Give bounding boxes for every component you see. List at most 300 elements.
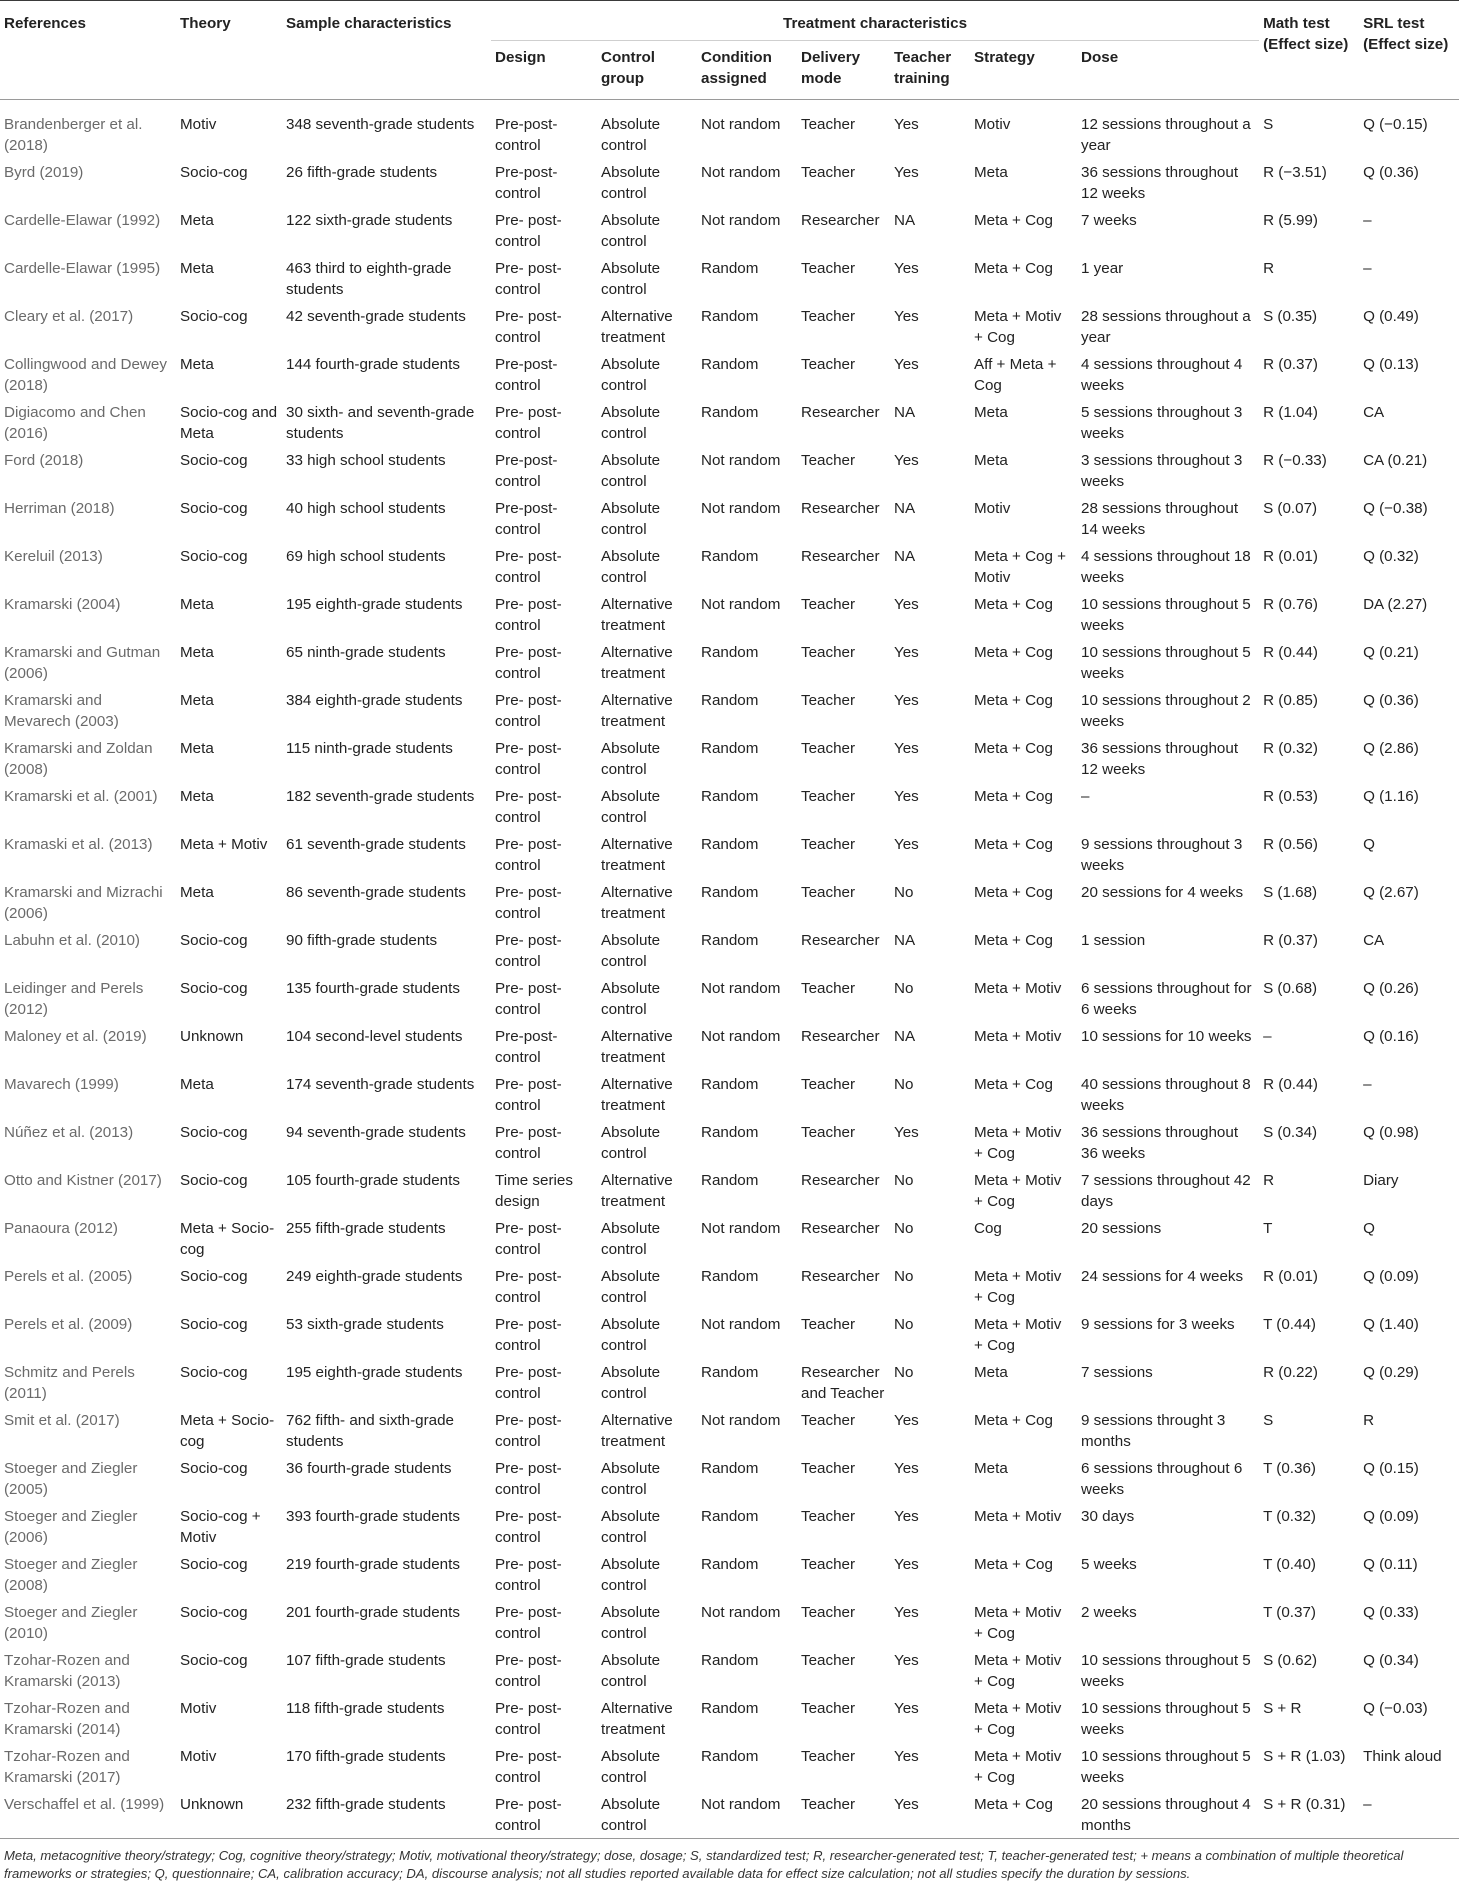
- condition-cell: Random: [701, 1556, 759, 1573]
- control-group-cell: Absolute control: [601, 1604, 661, 1642]
- delivery-mode-cell: Teacher: [801, 1124, 856, 1141]
- math-test-cell: R (0.37): [1263, 356, 1318, 373]
- reference-cell: Tzohar-Rozen and Kramarski (2013): [4, 1652, 130, 1690]
- srl-test-cell: Q (0.29): [1363, 1364, 1419, 1381]
- reference-cell: Leidinger and Perels (2012): [4, 980, 144, 1018]
- condition-cell: Random: [701, 1172, 759, 1189]
- sample-cell: 115 ninth-grade students: [286, 740, 453, 757]
- sample-cell: 26 fifth-grade students: [286, 164, 438, 181]
- strategy-cell: Meta: [974, 452, 1008, 469]
- condition-cell: Not random: [701, 212, 781, 229]
- control-group-cell: Absolute control: [601, 1316, 661, 1354]
- theory-cell: Motiv: [180, 1748, 217, 1765]
- control-group-cell: Absolute control: [601, 980, 661, 1018]
- sample-cell: 249 eighth-grade students: [286, 1268, 463, 1285]
- delivery-mode-cell: Researcher: [801, 1220, 880, 1237]
- dose-cell: 36 sessions throughout 36 weeks: [1081, 1124, 1239, 1162]
- srl-test-cell: Q (−0.15): [1363, 116, 1428, 133]
- strategy-cell: Meta + Motiv + Cog: [974, 1700, 1062, 1738]
- design-cell: Pre- post-control: [495, 1700, 562, 1738]
- delivery-mode-cell: Teacher: [801, 596, 856, 613]
- design-cell: Pre- post-control: [495, 836, 562, 874]
- design-cell: Pre- post-control: [495, 1268, 562, 1306]
- sample-cell: 42 seventh-grade students: [286, 308, 466, 325]
- condition-cell: Not random: [701, 1316, 781, 1333]
- teacher-training-cell: No: [894, 1364, 914, 1381]
- math-test-cell: R: [1263, 260, 1275, 277]
- teacher-training-cell: Yes: [894, 1652, 919, 1669]
- control-group-cell: Alternative treatment: [601, 596, 673, 634]
- strategy-cell: Meta + Motiv: [974, 1028, 1062, 1045]
- dose-cell: 28 sessions throughout a year: [1081, 308, 1251, 346]
- srl-test-cell: Q: [1363, 1220, 1375, 1237]
- strategy-cell: Motiv: [974, 500, 1011, 517]
- control-group-cell: Absolute control: [601, 1652, 661, 1690]
- srl-test-cell: –: [1363, 212, 1372, 229]
- table-row: [0, 926, 1459, 974]
- control-group-cell: Absolute control: [601, 1124, 661, 1162]
- teacher-training-cell: No: [894, 1076, 914, 1093]
- dose-cell: 20 sessions throughout 4 months: [1081, 1796, 1251, 1834]
- reference-cell: Kramaski et al. (2013): [4, 836, 153, 853]
- condition-cell: Random: [701, 1124, 759, 1141]
- sample-cell: 170 fifth-grade students: [286, 1748, 446, 1765]
- dose-cell: 12 sessions throughout a year: [1081, 116, 1251, 154]
- strategy-cell: Meta: [974, 1460, 1008, 1477]
- srl-test-cell: Q (0.36): [1363, 164, 1419, 181]
- math-test-cell: R: [1263, 1172, 1275, 1189]
- table-row: [0, 494, 1459, 542]
- teacher-training-cell: NA: [894, 500, 916, 517]
- srl-test-cell: Q (0.09): [1363, 1508, 1419, 1525]
- header-condition-assigned: Condition assigned: [701, 49, 772, 87]
- header-control-group: Control group: [601, 49, 655, 87]
- reference-cell: Mavarech (1999): [4, 1076, 119, 1093]
- control-group-cell: Absolute control: [601, 548, 661, 586]
- table-row: [0, 830, 1459, 878]
- condition-cell: Random: [701, 788, 759, 805]
- strategy-cell: Meta + Motiv + Cog: [974, 1316, 1062, 1354]
- control-group-cell: Alternative treatment: [601, 1076, 673, 1114]
- sample-cell: 94 seventh-grade students: [286, 1124, 466, 1141]
- dose-cell: 9 sessions throughout 3 weeks: [1081, 836, 1243, 874]
- condition-cell: Random: [701, 308, 759, 325]
- teacher-training-cell: No: [894, 980, 914, 997]
- theory-cell: Meta: [180, 884, 214, 901]
- control-group-cell: Absolute control: [601, 116, 661, 154]
- header-delivery-mode: Delivery mode: [801, 49, 861, 87]
- dose-cell: 36 sessions throughout 12 weeks: [1081, 740, 1239, 778]
- reference-cell: Herriman (2018): [4, 500, 115, 517]
- condition-cell: Random: [701, 548, 759, 565]
- reference-cell: Collingwood and Dewey (2018): [4, 356, 167, 394]
- reference-cell: Labuhn et al. (2010): [4, 932, 140, 949]
- delivery-mode-cell: Teacher: [801, 1508, 856, 1525]
- math-test-cell: T (0.40): [1263, 1556, 1316, 1573]
- sample-cell: 201 fourth-grade students: [286, 1604, 460, 1621]
- table-row: [0, 974, 1459, 1022]
- table-row: [0, 446, 1459, 494]
- teacher-training-cell: Yes: [894, 1412, 919, 1429]
- table-row: [0, 206, 1459, 254]
- math-test-cell: S (0.68): [1263, 980, 1318, 997]
- strategy-cell: Meta + Cog: [974, 1796, 1053, 1813]
- delivery-mode-cell: Teacher: [801, 644, 856, 661]
- control-group-cell: Absolute control: [601, 1508, 661, 1546]
- dose-cell: 30 days: [1081, 1508, 1135, 1525]
- strategy-cell: Meta + Motiv + Cog: [974, 308, 1062, 346]
- control-group-cell: Absolute control: [601, 788, 661, 826]
- design-cell: Pre-post-control: [495, 356, 558, 394]
- table-row: [0, 1022, 1459, 1070]
- teacher-training-cell: Yes: [894, 1508, 919, 1525]
- reference-cell: Ford (2018): [4, 452, 84, 469]
- teacher-training-cell: Yes: [894, 260, 919, 277]
- math-test-cell: S: [1263, 1412, 1274, 1429]
- header-theory: Theory: [180, 15, 231, 32]
- reference-cell: Cleary et al. (2017): [4, 308, 134, 325]
- delivery-mode-cell: Teacher: [801, 740, 856, 757]
- srl-test-cell: Q (1.40): [1363, 1316, 1419, 1333]
- sample-cell: 384 eighth-grade students: [286, 692, 463, 709]
- strategy-cell: Meta: [974, 404, 1008, 421]
- header-design: Design: [495, 49, 546, 66]
- table-row: [0, 398, 1459, 446]
- sample-cell: 463 third to eighth-grade students: [286, 260, 452, 298]
- srl-test-cell: Q: [1363, 836, 1375, 853]
- theory-cell: Unknown: [180, 1796, 244, 1813]
- header-references: References: [4, 15, 86, 32]
- table-row: [0, 590, 1459, 638]
- srl-test-cell: Q (−0.03): [1363, 1700, 1428, 1717]
- dose-cell: 20 sessions for 4 weeks: [1081, 884, 1244, 901]
- condition-cell: Random: [701, 356, 759, 373]
- table-row: [0, 782, 1459, 830]
- delivery-mode-cell: Teacher: [801, 116, 856, 133]
- table-row: [0, 878, 1459, 926]
- math-test-cell: –: [1263, 1028, 1272, 1045]
- math-test-cell: R (−3.51): [1263, 164, 1327, 181]
- design-cell: Pre- post-control: [495, 1364, 562, 1402]
- theory-cell: Meta: [180, 596, 214, 613]
- control-group-cell: Alternative treatment: [601, 1700, 673, 1738]
- sample-cell: 348 seventh-grade students: [286, 116, 475, 133]
- teacher-training-cell: Yes: [894, 308, 919, 325]
- reference-cell: Kramarski and Mevarech (2003): [4, 692, 119, 730]
- teacher-training-cell: Yes: [894, 740, 919, 757]
- math-test-cell: R (0.32): [1263, 740, 1318, 757]
- control-group-cell: Absolute control: [601, 1364, 661, 1402]
- strategy-cell: Meta + Motiv + Cog: [974, 1268, 1062, 1306]
- reference-cell: Kramarski and Mizrachi (2006): [4, 884, 163, 922]
- table-row: [0, 1118, 1459, 1166]
- strategy-cell: Aff + Meta + Cog: [974, 356, 1057, 394]
- table-row: [0, 158, 1459, 206]
- delivery-mode-cell: Teacher: [801, 1700, 856, 1717]
- teacher-training-cell: NA: [894, 1028, 916, 1045]
- design-cell: Pre-post-control: [495, 452, 558, 490]
- condition-cell: Random: [701, 1700, 759, 1717]
- design-cell: Pre- post-control: [495, 548, 562, 586]
- theory-cell: Socio-cog: [180, 500, 248, 517]
- design-cell: Pre- post-control: [495, 308, 562, 346]
- theory-cell: Socio-cog: [180, 1556, 248, 1573]
- control-group-cell: Alternative treatment: [601, 1028, 673, 1066]
- design-cell: Pre- post-control: [495, 1652, 562, 1690]
- srl-test-cell: Q (0.49): [1363, 308, 1419, 325]
- condition-cell: Random: [701, 1268, 759, 1285]
- srl-test-cell: Q (0.33): [1363, 1604, 1419, 1621]
- delivery-mode-cell: Teacher: [801, 1460, 856, 1477]
- srl-test-cell: Q (0.15): [1363, 1460, 1419, 1477]
- table-row: [0, 254, 1459, 302]
- teacher-training-cell: No: [894, 1172, 914, 1189]
- table-row: [0, 1406, 1459, 1454]
- design-cell: Pre-post-control: [495, 116, 558, 154]
- theory-cell: Meta + Motiv: [180, 836, 268, 853]
- reference-cell: Kramarski and Zoldan (2008): [4, 740, 153, 778]
- srl-test-cell: Q (0.36): [1363, 692, 1419, 709]
- sample-cell: 105 fourth-grade students: [286, 1172, 460, 1189]
- teacher-training-cell: Yes: [894, 452, 919, 469]
- delivery-mode-cell: Teacher: [801, 980, 856, 997]
- condition-cell: Not random: [701, 1220, 781, 1237]
- condition-cell: Not random: [701, 980, 781, 997]
- theory-cell: Meta: [180, 788, 214, 805]
- condition-cell: Random: [701, 260, 759, 277]
- srl-test-cell: Think aloud: [1363, 1748, 1442, 1765]
- reference-cell: Núñez et al. (2013): [4, 1124, 134, 1141]
- srl-test-cell: Q (0.34): [1363, 1652, 1419, 1669]
- table-row: [0, 1214, 1459, 1262]
- delivery-mode-cell: Researcher: [801, 932, 880, 949]
- teacher-training-cell: NA: [894, 212, 916, 229]
- dose-cell: 28 sessions throughout 14 weeks: [1081, 500, 1239, 538]
- dose-cell: 7 sessions: [1081, 1364, 1153, 1381]
- reference-cell: Otto and Kistner (2017): [4, 1172, 162, 1189]
- teacher-training-cell: NA: [894, 548, 916, 565]
- condition-cell: Not random: [701, 596, 781, 613]
- theory-cell: Socio-cog: [180, 1604, 248, 1621]
- theory-cell: Meta: [180, 692, 214, 709]
- sample-cell: 762 fifth- and sixth-grade students: [286, 1412, 455, 1450]
- math-test-cell: R (0.37): [1263, 932, 1318, 949]
- dose-cell: 4 sessions throughout 4 weeks: [1081, 356, 1243, 394]
- math-test-cell: R (0.53): [1263, 788, 1318, 805]
- table-row: [0, 686, 1459, 734]
- control-group-cell: Absolute control: [601, 1460, 661, 1498]
- theory-cell: Meta + Socio-cog: [180, 1220, 275, 1258]
- reference-cell: Stoeger and Ziegler (2005): [4, 1460, 138, 1498]
- math-test-cell: T (0.32): [1263, 1508, 1316, 1525]
- teacher-training-cell: Yes: [894, 1700, 919, 1717]
- control-group-cell: Alternative treatment: [601, 308, 673, 346]
- sample-cell: 135 fourth-grade students: [286, 980, 460, 997]
- table-row: [0, 1454, 1459, 1502]
- design-cell: Pre- post-control: [495, 1604, 562, 1642]
- control-group-cell: Absolute control: [601, 1556, 661, 1594]
- math-test-cell: R (1.04): [1263, 404, 1318, 421]
- delivery-mode-cell: Researcher: [801, 1172, 880, 1189]
- teacher-training-cell: Yes: [894, 1796, 919, 1813]
- design-cell: Pre- post-control: [495, 1124, 562, 1162]
- condition-cell: Random: [701, 1076, 759, 1093]
- condition-cell: Random: [701, 836, 759, 853]
- math-test-cell: R (5.99): [1263, 212, 1318, 229]
- design-cell: Pre- post-control: [495, 692, 562, 730]
- design-cell: Pre- post-control: [495, 404, 562, 442]
- math-test-cell: R (−0.33): [1263, 452, 1327, 469]
- delivery-mode-cell: Teacher: [801, 1556, 856, 1573]
- dose-cell: 10 sessions throughout 5 weeks: [1081, 1748, 1251, 1786]
- teacher-training-cell: Yes: [894, 644, 919, 661]
- math-test-cell: T: [1263, 1220, 1273, 1237]
- sample-cell: 195 eighth-grade students: [286, 1364, 463, 1381]
- strategy-cell: Meta + Motiv + Cog: [974, 1652, 1062, 1690]
- srl-test-cell: CA: [1363, 932, 1385, 949]
- math-test-cell: S + R (0.31): [1263, 1796, 1346, 1813]
- sample-cell: 174 seventh-grade students: [286, 1076, 475, 1093]
- dose-cell: 10 sessions throughout 5 weeks: [1081, 1652, 1251, 1690]
- strategy-cell: Meta + Cog: [974, 212, 1053, 229]
- math-test-cell: T (0.36): [1263, 1460, 1316, 1477]
- control-group-cell: Alternative treatment: [601, 692, 673, 730]
- sample-cell: 255 fifth-grade students: [286, 1220, 446, 1237]
- reference-cell: Smit et al. (2017): [4, 1412, 120, 1429]
- design-cell: Pre- post-control: [495, 884, 562, 922]
- math-test-cell: S + R (1.03): [1263, 1748, 1346, 1765]
- table-row: [0, 1166, 1459, 1214]
- delivery-mode-cell: Researcher: [801, 500, 880, 517]
- condition-cell: Random: [701, 1364, 759, 1381]
- theory-cell: Motiv: [180, 116, 217, 133]
- design-cell: Pre- post-control: [495, 740, 562, 778]
- delivery-mode-cell: Teacher: [801, 692, 856, 709]
- sample-cell: 33 high school students: [286, 452, 446, 469]
- theory-cell: Meta: [180, 1076, 214, 1093]
- design-cell: Pre- post-control: [495, 212, 562, 250]
- strategy-cell: Motiv: [974, 116, 1011, 133]
- sample-cell: 219 fourth-grade students: [286, 1556, 460, 1573]
- theory-cell: Meta: [180, 356, 214, 373]
- delivery-mode-cell: Teacher: [801, 1412, 856, 1429]
- condition-cell: Not random: [701, 1604, 781, 1621]
- condition-cell: Not random: [701, 116, 781, 133]
- sample-cell: 90 fifth-grade students: [286, 932, 438, 949]
- control-group-cell: Absolute control: [601, 404, 661, 442]
- design-cell: Pre- post-control: [495, 260, 562, 298]
- delivery-mode-cell: Teacher: [801, 260, 856, 277]
- table-row: [0, 1646, 1459, 1694]
- srl-test-cell: Q (0.11): [1363, 1556, 1418, 1573]
- srl-test-cell: DA (2.27): [1363, 596, 1428, 613]
- sample-cell: 232 fifth-grade students: [286, 1796, 446, 1813]
- condition-cell: Not random: [701, 164, 781, 181]
- reference-cell: Cardelle-Elawar (1992): [4, 212, 161, 229]
- delivery-mode-cell: Teacher: [801, 452, 856, 469]
- dose-cell: 6 sessions throughout for 6 weeks: [1081, 980, 1252, 1018]
- reference-cell: Stoeger and Ziegler (2010): [4, 1604, 138, 1642]
- teacher-training-cell: No: [894, 1268, 914, 1285]
- math-test-cell: S (0.35): [1263, 308, 1318, 325]
- table-body: [0, 100, 1459, 1839]
- condition-cell: Not random: [701, 1796, 781, 1813]
- reference-cell: Kramarski et al. (2001): [4, 788, 158, 805]
- math-test-cell: R (0.56): [1263, 836, 1318, 853]
- teacher-training-cell: Yes: [894, 356, 919, 373]
- srl-test-cell: R: [1363, 1412, 1375, 1429]
- header-treatment-group: Treatment characteristics: [491, 1, 1259, 41]
- table-row: [0, 1310, 1459, 1358]
- design-cell: Pre- post-control: [495, 596, 562, 634]
- condition-cell: Not random: [701, 1412, 781, 1429]
- strategy-cell: Meta + Motiv + Cog: [974, 1172, 1062, 1210]
- reference-cell: Stoeger and Ziegler (2008): [4, 1556, 138, 1594]
- table-row: [0, 100, 1459, 159]
- control-group-cell: Alternative treatment: [601, 1172, 673, 1210]
- theory-cell: Socio-cog: [180, 932, 248, 949]
- table-row: [0, 302, 1459, 350]
- sample-cell: 118 fifth-grade students: [286, 1700, 445, 1717]
- design-cell: Pre- post-control: [495, 644, 562, 682]
- control-group-cell: Absolute control: [601, 356, 661, 394]
- strategy-cell: Meta + Cog: [974, 1556, 1053, 1573]
- teacher-training-cell: Yes: [894, 1124, 919, 1141]
- dose-cell: 9 sessions throught 3 months: [1081, 1412, 1226, 1450]
- theory-cell: Meta + Socio-cog: [180, 1412, 275, 1450]
- teacher-training-cell: Yes: [894, 116, 919, 133]
- control-group-cell: Absolute control: [601, 1796, 661, 1834]
- srl-test-cell: –: [1363, 1796, 1372, 1813]
- design-cell: Pre- post-control: [495, 1412, 562, 1450]
- condition-cell: Random: [701, 1460, 759, 1477]
- teacher-training-cell: Yes: [894, 1460, 919, 1477]
- reference-cell: Digiacomo and Chen (2016): [4, 404, 146, 442]
- strategy-cell: Meta + Cog: [974, 644, 1053, 661]
- sample-cell: 182 seventh-grade students: [286, 788, 475, 805]
- design-cell: Pre- post-control: [495, 788, 562, 826]
- strategy-cell: Meta + Cog + Motiv: [974, 548, 1067, 586]
- reference-cell: Kereluil (2013): [4, 548, 103, 565]
- design-cell: Pre-post-control: [495, 500, 558, 538]
- strategy-cell: Meta + Cog: [974, 692, 1053, 709]
- theory-cell: Motiv: [180, 1700, 217, 1717]
- design-cell: Pre- post-control: [495, 1796, 562, 1834]
- teacher-training-cell: NA: [894, 932, 916, 949]
- reference-cell: Cardelle-Elawar (1995): [4, 260, 161, 277]
- table-row: [0, 1598, 1459, 1646]
- teacher-training-cell: No: [894, 1220, 914, 1237]
- math-test-cell: T (0.37): [1263, 1604, 1316, 1621]
- control-group-cell: Absolute control: [601, 1220, 661, 1258]
- design-cell: Pre- post-control: [495, 1460, 562, 1498]
- delivery-mode-cell: Teacher: [801, 1796, 856, 1813]
- delivery-mode-cell: Teacher: [801, 1604, 856, 1621]
- sample-cell: 36 fourth-grade students: [286, 1460, 452, 1477]
- reference-cell: Stoeger and Ziegler (2006): [4, 1508, 138, 1546]
- design-cell: Pre- post-control: [495, 1556, 562, 1594]
- design-cell: Pre- post-control: [495, 1508, 562, 1546]
- dose-cell: 6 sessions throughout 6 weeks: [1081, 1460, 1243, 1498]
- control-group-cell: Absolute control: [601, 932, 661, 970]
- math-test-cell: R (0.44): [1263, 1076, 1318, 1093]
- teacher-training-cell: Yes: [894, 164, 919, 181]
- table-row: [0, 1550, 1459, 1598]
- teacher-training-cell: Yes: [894, 596, 919, 613]
- dose-cell: 40 sessions throughout 8 weeks: [1081, 1076, 1251, 1114]
- dose-cell: 10 sessions throughout 2 weeks: [1081, 692, 1251, 730]
- math-test-cell: S: [1263, 116, 1274, 133]
